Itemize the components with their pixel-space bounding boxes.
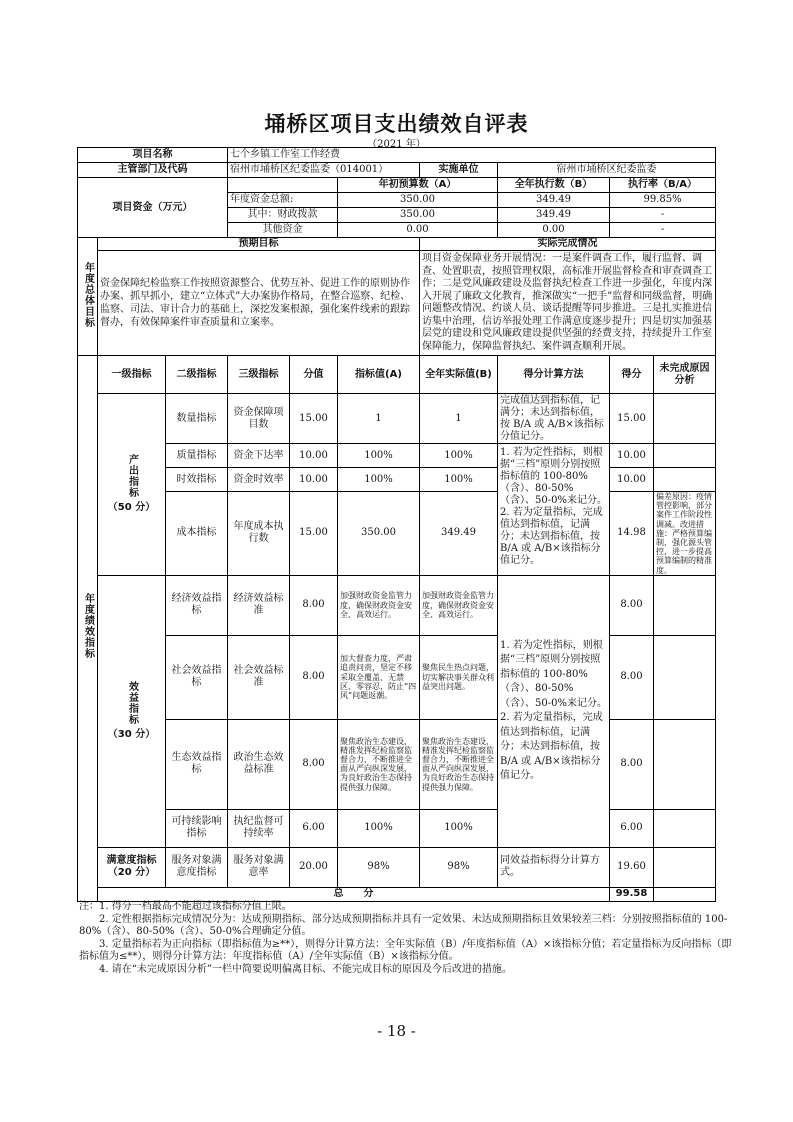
l2-cell: 社会效益指标 [166, 635, 228, 719]
l3-cell: 执纪监督可持续率 [228, 809, 290, 847]
project-name-row [78, 148, 716, 163]
actual-cell: 1 [420, 394, 498, 444]
output-row-timeliness [78, 468, 716, 492]
l3-cell: 资金保障项目数 [228, 394, 290, 444]
satisfaction-l1: 满意度指标（20 分） [98, 847, 166, 887]
funds-row-rate: - [610, 208, 716, 223]
output-row-quality [78, 444, 716, 468]
l2-cell: 生态效益指标 [166, 719, 228, 809]
got-cell: 15.00 [610, 394, 654, 444]
target-cell: 加强财政资金监管力度，确保财政资金安全、高效运行。 [338, 575, 420, 635]
l3-cell: 年度成本执行数 [228, 492, 290, 576]
funds-row-b: 349.49 [498, 193, 610, 208]
header-method: 得分计算方法 [498, 356, 610, 394]
got-cell: 10.00 [610, 444, 654, 468]
target-cell: 100% [338, 809, 420, 847]
footnote: 注：1. 得分一档最高不能超过该指标分值上限。 [79, 901, 292, 912]
goals-section-label: 年度总体目标 [82, 261, 94, 328]
got-cell: 14.98 [610, 492, 654, 576]
reason-cell [654, 394, 716, 444]
benefit-l1 [98, 575, 166, 847]
impl-label: 实施单位 [420, 163, 498, 178]
l2-cell: 成本指标 [166, 492, 228, 576]
footnote: 4. 请在“未完成原因分析”一栏中简要说明偏离目标、不能完成目标的原因及今后改进的措施。 [79, 963, 512, 975]
l3-cell: 社会效益标准 [228, 635, 290, 719]
benefit-label: 效益指标 [126, 681, 138, 726]
footnotes [79, 901, 739, 976]
benefit-score-label: （30 分） [107, 729, 156, 741]
goals-content-row [78, 251, 716, 356]
l2-cell: 数量指标 [166, 394, 228, 444]
output-row-quantity [78, 394, 716, 444]
l3-cell: 服务对象满意率 [228, 847, 290, 887]
actual-cell: 98% [420, 847, 498, 887]
method-cell: 1. 若为定性指标，则根据“三档”原则分别按照指标值的 100-80%（含）、80-50%（含）、50-0%来记分。2. 若为定量指标，完成值达到指标值，记满分；未达到指标值，按 B/A 或 A/B×该指标分值记分。 [498, 444, 610, 576]
funds-label: 项目资金（万元） [78, 178, 228, 238]
header-actual: 全年实际值(B) [420, 356, 498, 394]
footnote: 2. 定性根据指标完成情况分为：达成预期指标、部分达成预期指标并具有一定效果、未达成预期指标且效果较差三档：分别按照指标值的 100-80%（含）、80-50%（含）、50-0%合理确定分值。 [79, 913, 728, 937]
actual-cell: 100% [420, 468, 498, 492]
score-cell: 8.00 [290, 575, 338, 635]
l3-cell: 经济效益标准 [228, 575, 290, 635]
header-score: 分值 [290, 356, 338, 394]
reason-cell [654, 444, 716, 468]
header-l3: 三级指标 [228, 356, 290, 394]
expected-goal-text: 资金保障纪检监察工作按照资源整合、优势互补、促进工作的原则协作办案、抓早抓小，建立“立体式”大办案协作格局，在整合巡察、纪检、监察、司法、审计合力的基础上，深挖发案根源，强化案件线索的跟踪督办，有效保障案件审查质量和立案率。 [98, 251, 420, 356]
funds-row-name: 其他资金 [228, 223, 338, 238]
total-score: 99.58 [610, 887, 654, 901]
header-reason: 未完成原因分析 [654, 356, 716, 394]
output-row-cost [78, 492, 716, 576]
got-cell: 8.00 [610, 719, 654, 809]
indicators-section-label: 年度绩效指标 [82, 593, 94, 660]
funds-header-b: 全年执行数（B） [498, 178, 610, 193]
target-cell: 加大督查力度，严肃追责问责，坚定不移采取全覆盖、无禁区、零容忍，防止“四风”问题返潮。 [338, 635, 420, 719]
funds-row-name: 年度资金总额: [228, 193, 338, 208]
total-row [78, 887, 716, 901]
actual-cell: 100% [420, 809, 498, 847]
actual-result-header: 实际完成情况 [420, 238, 716, 251]
dept-value: 宿州市埇桥区纪委监委（014001） [228, 163, 420, 178]
reason-cell: 偏差原因：疫情管控影响，部分案件工作阶段性调减。改进措施：严格预算编制，强化源头管控，进一步提高预算编制的精准度。 [654, 492, 716, 576]
funds-row-name: 其中：财政拨款 [228, 208, 338, 223]
funds-row-b: 349.49 [498, 208, 610, 223]
target-cell: 350.00 [338, 492, 420, 576]
got-cell: 6.00 [610, 809, 654, 847]
header-got: 得分 [610, 356, 654, 394]
funds-row-rate: 99.85% [610, 193, 716, 208]
reason-cell [654, 468, 716, 492]
header-l1: 一级指标 [98, 356, 166, 394]
satisfaction-row [78, 847, 716, 887]
total-label: 总 分 [98, 887, 610, 901]
got-cell: 8.00 [610, 575, 654, 635]
score-cell: 15.00 [290, 492, 338, 576]
expected-goal-header: 预期目标 [98, 238, 420, 251]
goals-header-row [78, 238, 716, 251]
output-label: 产出指标 [126, 454, 138, 499]
l2-cell: 服务对象满意度指标 [166, 847, 228, 887]
project-name-value: 七个乡镇工作室工作经费 [228, 148, 716, 163]
score-cell: 15.00 [290, 394, 338, 444]
score-cell: 10.00 [290, 468, 338, 492]
funds-row-a: 350.00 [338, 208, 498, 223]
target-cell: 100% [338, 468, 420, 492]
method-cell: 同效益指标得分计算方式。 [498, 847, 610, 887]
page-title: 埇桥区项目支出绩效自评表 [264, 112, 529, 136]
l2-cell: 时效指标 [166, 468, 228, 492]
impl-value: 宿州市埇桥区纪委监委 [498, 163, 716, 178]
target-cell: 聚焦政治生态建设，精准发挥纪检监察监督合力，不断推进全面从严向纵深发展，为良好政治生态保持提供强力保障。 [338, 719, 420, 809]
funds-row-rate: - [610, 223, 716, 238]
l2-cell: 可持续影响指标 [166, 809, 228, 847]
method-cell: 1. 若为定性指标，则根据“三档”原则分别按照指标值的 100-80%（含）、80-50%（含）、50-0%来记分。2. 若为定量指标，完成值达到指标值，记满分；未达到指标值，按 B/A 或 A/B×该指标分值记分。 [498, 575, 610, 847]
dept-row [78, 163, 716, 178]
actual-cell: 加强财政资金监管力度，确保财政资金安全、高效运行。 [420, 575, 498, 635]
score-cell: 6.00 [290, 809, 338, 847]
output-l1 [98, 394, 166, 576]
funds-header-rate: 执行率（B/A） [610, 178, 716, 193]
indicator-header-row [78, 356, 716, 394]
benefit-row-economic [78, 575, 716, 635]
got-cell: 10.00 [610, 468, 654, 492]
output-score-label: （50 分） [107, 502, 156, 514]
actual-cell: 349.49 [420, 492, 498, 576]
l3-cell: 资金时效率 [228, 468, 290, 492]
dept-label: 主管部门及代码 [78, 163, 228, 178]
funds-row-a: 0.00 [338, 223, 498, 238]
actual-cell: 聚焦民生热点问题，切实解决事关群众利益突出问题。 [420, 635, 498, 719]
got-cell: 19.60 [610, 847, 654, 887]
score-cell: 8.00 [290, 635, 338, 719]
l3-cell: 政治生态效益标准 [228, 719, 290, 809]
report-year: （2021 年） [367, 139, 426, 150]
l3-cell: 资金下达率 [228, 444, 290, 468]
benefit-row-sustainable [78, 809, 716, 847]
target-cell: 100% [338, 444, 420, 468]
score-cell: 8.00 [290, 719, 338, 809]
funds-header-row [78, 178, 716, 193]
method-cell: 完成值达到指标值，记满分；未达到指标值，按 B/A 或 A/B×该指标分值记分。 [498, 394, 610, 444]
project-name-label: 项目名称 [78, 148, 228, 163]
funds-row-a: 350.00 [338, 193, 498, 208]
score-cell: 10.00 [290, 444, 338, 468]
target-cell: 1 [338, 394, 420, 444]
actual-cell: 100% [420, 444, 498, 468]
footnote: 3. 定量指标若为正向指标（即指标值为≥**），则得分计算方法：全年实际值（B）/年度指标值（A）×该指标分值；若定量指标为反向指标（即指标值为≤**），则得分计算方法：年度指标值（A）/全年实际值（B）×该指标分值。 [79, 938, 732, 962]
actual-result-text: 项目资金保障业务开展情况：一是案件调查工作，履行监督、调查、处置职责，按照管理权限，高标准开展监督检查和审查调查工作；二是党风廉政建设及监督执纪检查工作进一步强化，年度内深入开展了廉政文化教育，推深做实“一把手”监督和同级监督，明确问题整改情况、约谈人员、谈话提醒等同步推进。三是扎实推进信访集中治理，信访举报处理工作满意度逐步提升；四是切实加强基层党的建设和党风廉政建设提供坚强的经费支持，持续提升工作室保障能力，保障监督执纪、案件调查顺利开展。 [420, 251, 716, 356]
l2-cell: 经济效益指标 [166, 575, 228, 635]
page-number: - 18 - [377, 1022, 416, 1040]
benefit-row-ecological [78, 719, 716, 809]
got-cell: 8.00 [610, 635, 654, 719]
funds-row-b: 0.00 [498, 223, 610, 238]
score-cell: 20.00 [290, 847, 338, 887]
target-cell: 98% [338, 847, 420, 887]
header-l2: 二级指标 [166, 356, 228, 394]
funds-header-a: 年初预算数（A） [338, 178, 498, 193]
l2-cell: 质量指标 [166, 444, 228, 468]
header-target: 指标值(A) [338, 356, 420, 394]
evaluation-table [77, 147, 716, 902]
actual-cell: 聚焦政治生态建设，精准发挥纪检监察监督合力，不断推进全面从严向纵深发展，为良好政治生态保持提供强力保障。 [420, 719, 498, 809]
benefit-row-social [78, 635, 716, 719]
